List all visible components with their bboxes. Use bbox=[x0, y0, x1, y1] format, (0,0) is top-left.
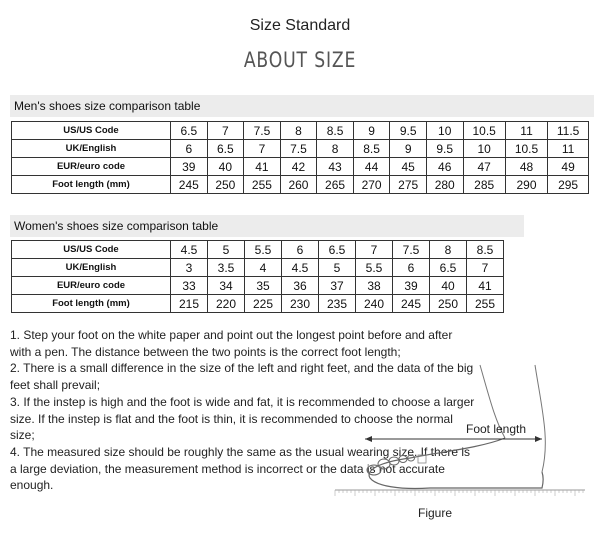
table-cell: 39 bbox=[171, 158, 208, 176]
table-cell: 295 bbox=[548, 176, 589, 194]
table-cell: 45 bbox=[390, 158, 427, 176]
table-cell: 41 bbox=[244, 158, 281, 176]
table-cell: 230 bbox=[282, 295, 319, 313]
table-cell: 47 bbox=[463, 158, 505, 176]
table-cell: 11 bbox=[505, 122, 547, 140]
table-row bbox=[12, 122, 589, 140]
table-cell: 10.5 bbox=[505, 140, 547, 158]
table-cell: 9.5 bbox=[390, 122, 427, 140]
table-row bbox=[12, 295, 504, 313]
row-label: UK/English bbox=[12, 259, 171, 277]
table-cell: 3 bbox=[171, 259, 208, 277]
table-cell: 10 bbox=[426, 122, 463, 140]
table-cell: 8.5 bbox=[353, 140, 390, 158]
table-cell: 250 bbox=[207, 176, 244, 194]
table-cell: 3.5 bbox=[208, 259, 245, 277]
table-cell: 36 bbox=[282, 277, 319, 295]
table-cell: 7 bbox=[356, 241, 393, 259]
table-cell: 255 bbox=[467, 295, 504, 313]
table-cell: 9 bbox=[353, 122, 390, 140]
instruction-1: 1. Step your foot on the white paper and point out the longest point before and after with a pen. The distance between the two points is the correct foot length; bbox=[10, 328, 453, 359]
table-cell: 6.5 bbox=[171, 122, 208, 140]
table-cell: 38 bbox=[356, 277, 393, 295]
table-cell: 5 bbox=[319, 259, 356, 277]
row-label: EUR/euro code bbox=[12, 158, 171, 176]
men-size-table bbox=[11, 121, 589, 194]
table-cell: 9 bbox=[390, 140, 427, 158]
table-cell: 245 bbox=[393, 295, 430, 313]
men-table-heading: Men's shoes size comparison table bbox=[10, 95, 594, 117]
table-cell: 49 bbox=[548, 158, 589, 176]
table-cell: 35 bbox=[245, 277, 282, 295]
table-cell: 225 bbox=[245, 295, 282, 313]
table-cell: 41 bbox=[467, 277, 504, 295]
table-cell: 4.5 bbox=[282, 259, 319, 277]
table-cell: 245 bbox=[171, 176, 208, 194]
table-cell: 9.5 bbox=[426, 140, 463, 158]
table-cell: 7.5 bbox=[280, 140, 317, 158]
table-cell: 8.5 bbox=[317, 122, 354, 140]
table-cell: 5 bbox=[208, 241, 245, 259]
table-row bbox=[12, 259, 504, 277]
table-cell: 285 bbox=[463, 176, 505, 194]
table-cell: 6.5 bbox=[207, 140, 244, 158]
table-cell: 46 bbox=[426, 158, 463, 176]
table-cell: 7.5 bbox=[393, 241, 430, 259]
instruction-4: 4. The measured size should be roughly the same as the usual wearing size. If there is a large deviation, the measurement method is incorrect or the data is not accurate enough. bbox=[10, 444, 471, 493]
page-title: Size Standard bbox=[249, 17, 351, 34]
table-cell: 4.5 bbox=[171, 241, 208, 259]
table-row bbox=[12, 140, 589, 158]
instruction-2: 2. There is a small difference in the size of the left and right feet, and the data of the big feet shall prevail; bbox=[10, 361, 474, 393]
table-cell: 11.5 bbox=[548, 122, 589, 140]
table-cell: 8.5 bbox=[467, 241, 504, 259]
table-cell: 250 bbox=[430, 295, 467, 313]
table-row bbox=[12, 241, 504, 259]
table-cell: 6 bbox=[171, 140, 208, 158]
table-cell: 280 bbox=[426, 176, 463, 194]
table-cell: 275 bbox=[390, 176, 427, 194]
row-label: Foot length (mm) bbox=[12, 176, 171, 194]
table-cell: 235 bbox=[319, 295, 356, 313]
table-cell: 6 bbox=[282, 241, 319, 259]
table-cell: 220 bbox=[208, 295, 245, 313]
table-cell: 290 bbox=[505, 176, 547, 194]
table-cell: 48 bbox=[505, 158, 547, 176]
table-cell: 42 bbox=[280, 158, 317, 176]
table-cell: 8 bbox=[280, 122, 317, 140]
table-cell: 7 bbox=[244, 140, 281, 158]
row-label: Foot length (mm) bbox=[12, 295, 171, 313]
row-label: UK/English bbox=[12, 140, 171, 158]
table-cell: 10 bbox=[463, 140, 505, 158]
table-row bbox=[12, 277, 504, 295]
row-label: US/US Code bbox=[12, 122, 171, 140]
table-cell: 255 bbox=[244, 176, 281, 194]
table-cell: 260 bbox=[280, 176, 317, 194]
table-cell: 265 bbox=[317, 176, 354, 194]
table-cell: 240 bbox=[356, 295, 393, 313]
table-cell: 10.5 bbox=[463, 122, 505, 140]
table-cell: 6.5 bbox=[319, 241, 356, 259]
table-cell: 37 bbox=[319, 277, 356, 295]
table-cell: 5.5 bbox=[356, 259, 393, 277]
table-cell: 6.5 bbox=[430, 259, 467, 277]
table-row bbox=[12, 158, 589, 176]
figure-caption: Figure bbox=[417, 506, 452, 520]
table-cell: 39 bbox=[393, 277, 430, 295]
table-cell: 34 bbox=[208, 277, 245, 295]
table-row bbox=[12, 176, 589, 194]
table-cell: 43 bbox=[317, 158, 354, 176]
women-size-table bbox=[11, 240, 504, 313]
instruction-3: 3. If the instep is high and the foot is wide and fat, it is recommended to choose a larger size. If the instep is flat and the foot is thin, it is recommended to choose the normal size; bbox=[10, 394, 475, 443]
page-subtitle: ABOUT SIZE bbox=[243, 48, 357, 72]
table-cell: 7 bbox=[207, 122, 244, 140]
table-cell: 44 bbox=[353, 158, 390, 176]
row-label: US/US Code bbox=[12, 241, 171, 259]
foot-measurement-figure bbox=[330, 360, 590, 500]
table-cell: 7.5 bbox=[244, 122, 281, 140]
table-cell: 33 bbox=[171, 277, 208, 295]
table-cell: 4 bbox=[245, 259, 282, 277]
table-cell: 8 bbox=[430, 241, 467, 259]
table-cell: 6 bbox=[393, 259, 430, 277]
foot-outline-icon bbox=[369, 438, 543, 489]
table-cell: 40 bbox=[207, 158, 244, 176]
row-label: EUR/euro code bbox=[12, 277, 171, 295]
table-cell: 7 bbox=[467, 259, 504, 277]
table-cell: 215 bbox=[171, 295, 208, 313]
table-cell: 8 bbox=[317, 140, 354, 158]
table-cell: 40 bbox=[430, 277, 467, 295]
women-table-heading: Women's shoes size comparison table bbox=[10, 215, 524, 237]
foot-length-label: Foot length bbox=[466, 422, 527, 436]
table-cell: 11 bbox=[548, 140, 589, 158]
table-cell: 270 bbox=[353, 176, 390, 194]
table-cell: 5.5 bbox=[245, 241, 282, 259]
